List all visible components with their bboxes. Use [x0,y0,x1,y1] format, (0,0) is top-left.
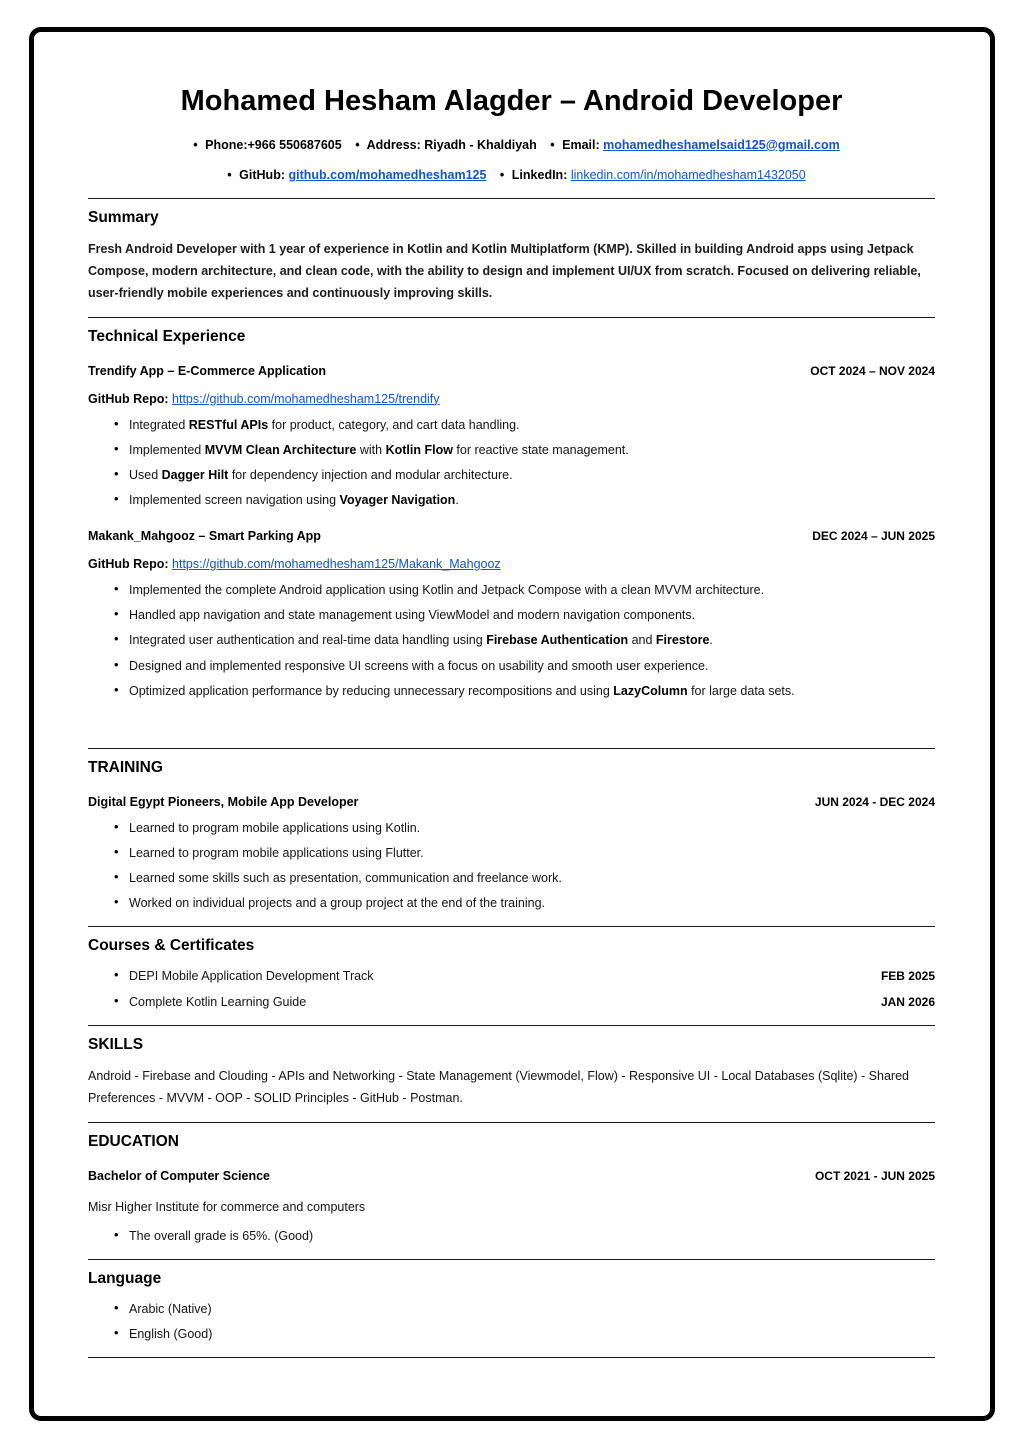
bullet-item: • Integrated RESTful APIs for product, category, and cart data handling. [114,416,935,434]
bullet-separator: • [193,138,198,152]
education-school: Misr Higher Institute for commerce and computers [88,1199,366,1214]
bullet-item: • Optimized application performance by reducing unnecessary recompositions and using LazyColumn for large data sets. [114,682,935,700]
bullet-separator: • [499,168,505,182]
section-summary [88,198,935,305]
repo-label: GitHub Repo: [88,391,173,406]
bullet-item: • Learned to program mobile applications using Kotlin. [114,819,935,837]
repo-link[interactable]: https://github.com/mohamedhesham125/Makank_Mahgooz [172,557,501,572]
project-date: OCT 2024 – NOV 2024 [810,363,935,378]
technical-experience-heading: Technical Experience [88,327,246,345]
github-label: GitHub: [239,168,289,182]
section-courses [88,926,935,1011]
language-list [88,1300,935,1343]
address-label: Address: [366,138,425,152]
education-header [88,1163,935,1189]
section-skills [88,1025,935,1110]
bullet-item: • Designed and implemented responsive UI screens with a focus on usability and smooth user experience. [114,657,935,675]
bullet-item: • Implemented screen navigation using Voyager Navigation. [114,491,935,509]
repo-label: GitHub Repo: [88,557,173,572]
resume-page [34,33,990,1415]
training-date: JUN 2024 - DEC 2024 [814,794,935,809]
project-title: Trendify App – E-Commerce Application [88,363,327,378]
training-bullet-list [88,819,935,913]
summary-heading: Summary [88,209,159,226]
course-date: JAN 2026 [880,994,935,1009]
language-item: • English (Good) [114,1325,935,1343]
project-header [88,523,935,549]
phone-value: +966 550687605 [247,138,342,152]
course-name: • Complete Kotlin Learning Guide [129,994,307,1009]
project-title: Makank_Mahgooz – Smart Parking App [88,529,321,544]
bullet-item: • Learned some skills such as presentation, communication and freelance work. [114,869,935,887]
training-header [88,789,935,815]
skills-heading: SKILLS [88,1036,144,1054]
course-item [114,967,935,985]
repo-line [88,392,935,406]
summary-text: Fresh Android Developer with 1 year of experience in Kotlin and Kotlin Multiplatform (KMP). Skilled in building Android apps using Jetpack Compose, modern architecture, and clean code, with the ability to design and implement UI/UX from scratch. Focused on delivering reliable, user-friendly mobile experiences and continuously improving skills. [88,242,921,300]
course-item [114,993,935,1011]
bullet-separator: • [227,168,232,182]
language-heading: Language [88,1269,162,1287]
bullet-item: • Implemented the complete Android application using Kotlin and Jetpack Compose with a clean MVVM architecture. [114,581,935,599]
repo-link[interactable]: https://github.com/mohamedhesham125/trendify [172,391,440,406]
section-education [88,1122,935,1245]
page-title: Mohamed Hesham Alagder – Android Developer [180,85,843,117]
linkedin-label: LinkedIn: [511,168,571,182]
linkedin-link[interactable]: linkedin.com/in/mohamedhesham1432050 [570,168,806,182]
training-heading: TRAINING [88,758,163,776]
contact-line-2 [88,168,935,182]
bullet-separator: • [355,138,360,152]
repo-line [88,557,935,571]
bullet-item: • Used Dagger Hilt for dependency injection and modular architecture. [114,466,935,484]
bottom-rule [88,1357,935,1358]
section-technical-experience [88,317,935,700]
project-date: DEC 2024 – JUN 2025 [812,529,935,544]
bullet-item: • Worked on individual projects and a group project at the end of the training. [114,894,935,912]
phone-label: Phone: [205,138,248,152]
email-link[interactable]: mohamedheshamelsaid125@gmail.com [603,138,840,152]
bullet-item: • Learned to program mobile applications using Flutter. [114,844,935,862]
project-header [88,358,935,384]
bullet-item: • Integrated user authentication and real-time data handling using Firebase Authentication and Firestore. [114,631,935,649]
email-label: Email: [562,138,604,152]
contact-line-1 [88,138,935,152]
course-date: FEB 2025 [880,969,935,984]
training-org: Digital Egypt Pioneers, Mobile App Developer [88,794,359,809]
course-name: • DEPI Mobile Application Development Track [129,969,374,984]
bullet-item: • Handled app navigation and state management using ViewModel and modern navigation components. [114,606,935,624]
bullet-item: • Implemented MVVM Clean Architecture with Kotlin Flow for reactive state management. [114,441,935,459]
project-bullet-list [88,416,935,510]
project-bullet-list [88,581,935,700]
language-item: • Arabic (Native) [114,1300,935,1318]
education-date: OCT 2021 - JUN 2025 [814,1168,935,1183]
address-value: Riyadh - Khaldiyah [424,138,537,152]
github-link[interactable]: github.com/mohamedhesham125 [288,168,487,182]
bullet-separator: • [550,138,555,152]
bullet-item: • The overall grade is 65%. (Good) [114,1227,935,1245]
education-bullet-list [88,1227,935,1245]
section-language [88,1259,935,1343]
section-training [88,748,935,913]
courses-list [88,967,935,1011]
courses-heading: Courses & Certificates [88,937,255,955]
education-degree: Bachelor of Computer Science [88,1168,270,1183]
skills-text: Android - Firebase and Clouding - APIs and Networking - State Management (Viewmodel, Flow) - Responsive UI - Local Databases (Sqlite) - Shared Preferences - MVVM - OOP - SOLID Principles - GitHub - Postman. [88,1069,909,1105]
education-heading: EDUCATION [88,1132,179,1150]
